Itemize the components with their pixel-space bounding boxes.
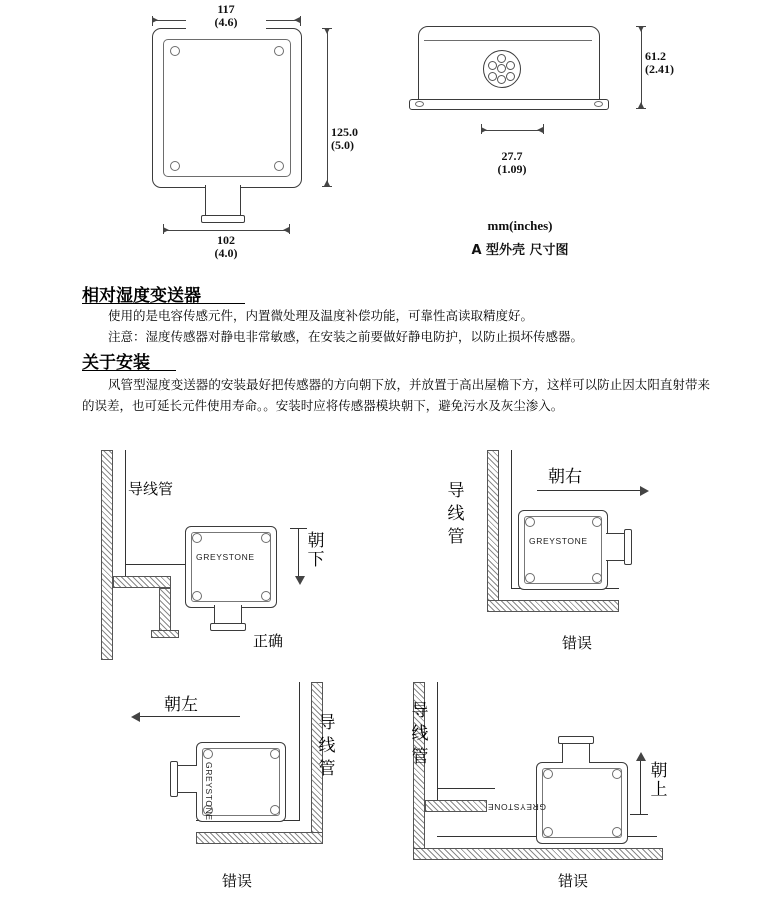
vent-hole-icon	[488, 61, 497, 70]
brand-label: GREYSTONE	[487, 802, 546, 812]
screw-icon	[525, 573, 535, 583]
conduit-horizontal-wall	[413, 848, 663, 860]
vent-hole-icon	[497, 75, 506, 84]
screw-icon	[170, 161, 180, 171]
arrow-icon	[295, 576, 305, 585]
screw-icon	[612, 769, 622, 779]
conduit-label-vertical	[447, 480, 465, 549]
screw-icon	[192, 533, 202, 543]
sensor-enclosure-cover	[191, 532, 271, 602]
conduit-label-char-3: 管	[411, 747, 429, 767]
dimension-line-depth	[481, 130, 543, 131]
mounting-hole-icon	[594, 101, 603, 107]
dim-width-mm: 117	[217, 2, 235, 16]
brand-label: GREYSTONE	[529, 536, 588, 546]
brand-label: GREYSTONE	[204, 762, 214, 821]
conduit-label-char-1: 导	[447, 481, 465, 501]
conduit-label-char-2: 线	[447, 504, 465, 524]
conduit-inner-edge	[437, 682, 438, 800]
conduit-vertical-wall	[487, 450, 499, 612]
enclosure-cover-seam	[424, 31, 592, 41]
screw-icon	[274, 46, 284, 56]
dim-height-mm: 125.0	[331, 125, 358, 139]
conduit-label-char-1: 导	[411, 701, 429, 721]
direction-label-char-1: 朝	[307, 531, 325, 551]
sensor-probe-tip	[558, 736, 594, 744]
sensor-probe	[562, 742, 590, 763]
screw-icon	[525, 517, 535, 527]
screw-icon	[543, 827, 553, 837]
conduit-inner-edge	[299, 682, 300, 820]
direction-label-left: 朝左	[164, 695, 198, 715]
dimension-line-side-height	[641, 26, 642, 108]
vent-hole-icon	[488, 72, 497, 81]
section-rh-paragraph-1: 使用的是电容传感元件，内置微处理及温度补偿功能，可靠性高读取精度好。	[108, 308, 534, 323]
section-heading-rule	[82, 303, 245, 304]
dimension-tick	[300, 16, 301, 26]
conduit-horizontal-wall	[487, 600, 619, 612]
dim-bottom-in: (4.0)	[214, 246, 238, 260]
screw-icon	[592, 517, 602, 527]
section-install-paragraph: 风管型湿度变送器的安装最好把传感器的方向朝下放，并放置于高出屋檐下方，这样可以防止因太阳直射带来的误差，也可延长元件使用寿命。。安装时应将传感器模块朝下，避免污水及灰尘渗入。	[82, 377, 710, 413]
verdict-correct: 正确	[253, 632, 284, 650]
dimension-line-height	[327, 28, 328, 186]
direction-label-char-2: 下	[307, 550, 325, 570]
dimension-tick	[322, 186, 332, 187]
vent-hole-icon	[497, 64, 506, 73]
screw-icon	[261, 533, 271, 543]
conduit-inner-edge	[125, 564, 185, 565]
direction-label-char-2: 上	[650, 780, 668, 800]
direction-arrow-line	[640, 760, 641, 814]
arrow-icon	[640, 486, 649, 496]
conduit-horizontal-wall	[196, 832, 323, 844]
conduit-label-char-1: 导	[318, 713, 336, 733]
dimension-tick	[322, 28, 332, 29]
direction-label-char-1: 朝	[650, 761, 668, 781]
conduit-label-char-2: 线	[318, 736, 336, 756]
verdict-wrong: 错误	[562, 634, 593, 652]
direction-arrow-line	[140, 716, 240, 717]
direction-arrow-cap	[290, 528, 307, 529]
conduit-elbow-wall	[113, 576, 171, 588]
conduit-inner-edge	[125, 450, 126, 576]
verdict-wrong: 错误	[222, 872, 253, 890]
direction-label-right: 朝右	[548, 467, 582, 487]
dimension-tick	[543, 124, 544, 134]
conduit-elbow-wall	[425, 800, 487, 812]
conduit-label-vertical	[318, 712, 336, 781]
enclosure-mounting-base	[409, 99, 609, 110]
screw-icon	[270, 805, 280, 815]
conduit-stub	[205, 185, 241, 218]
direction-arrow-line	[537, 490, 643, 491]
conduit-lip	[201, 215, 245, 223]
conduit-label: 导线管	[128, 480, 174, 498]
conduit-inner-edge	[437, 788, 495, 789]
verdict-wrong: 错误	[558, 872, 589, 890]
dimension-tick	[481, 124, 482, 134]
screw-icon	[261, 591, 271, 601]
arrow-icon	[131, 712, 140, 722]
vent-hole-icon	[497, 54, 506, 63]
dimension-line-bottom	[163, 230, 289, 231]
vent-hole-icon	[506, 61, 515, 70]
screw-icon	[274, 161, 284, 171]
screw-icon	[592, 573, 602, 583]
arrow-icon	[636, 752, 646, 761]
dim-depth-mm: 27.7	[501, 149, 523, 163]
mounting-hole-icon	[415, 101, 424, 107]
conduit-vertical-wall	[101, 450, 113, 660]
sensor-probe	[176, 765, 197, 793]
brand-label: GREYSTONE	[196, 552, 255, 562]
screw-icon	[170, 46, 180, 56]
dim-bottom-mm: 102	[217, 233, 235, 247]
conduit-label-char-3: 管	[447, 527, 465, 547]
dim-height-in: (5.0)	[331, 138, 354, 152]
sensor-probe-tip	[170, 761, 178, 797]
caption-units: mm(inches)	[487, 218, 553, 233]
direction-arrow-cap	[630, 814, 648, 815]
dim-width-in: (4.6)	[186, 16, 266, 29]
sensor-probe-tip	[624, 529, 632, 565]
dimension-tick	[636, 108, 646, 109]
screw-icon	[203, 749, 213, 759]
dimension-tick	[152, 16, 153, 26]
conduit-drop-wall	[159, 588, 171, 636]
screw-icon	[192, 591, 202, 601]
sensor-probe-tip	[210, 623, 246, 631]
vent-hole-icon	[506, 72, 515, 81]
direction-label-up	[650, 762, 668, 800]
sensor-vent-icon	[483, 50, 521, 88]
conduit-end-lip	[151, 630, 179, 638]
direction-label-down	[307, 532, 325, 570]
dimension-drawings	[0, 0, 781, 272]
enclosure-cover-outline	[163, 39, 291, 177]
screw-icon	[612, 827, 622, 837]
screw-icon	[543, 769, 553, 779]
dim-side-height-in: (2.41)	[645, 62, 674, 76]
direction-arrow-line	[298, 528, 299, 580]
section-heading-rule-2	[82, 370, 176, 371]
section-rh-paragraph-2: 注意：湿度传感器对静电非常敏感，在安装之前要做好静电防护，以防止损坏传感器。	[108, 329, 584, 344]
dimension-tick	[163, 224, 164, 234]
dimension-tick	[636, 26, 646, 27]
screw-icon	[270, 749, 280, 759]
section-heading-rh: 相对湿度变送器	[82, 286, 201, 306]
sensor-enclosure-cover	[524, 516, 602, 584]
conduit-label-vertical	[411, 700, 429, 769]
caption-title: A 型外壳 尺寸图	[471, 243, 569, 258]
dim-side-height-mm: 61.2	[645, 49, 666, 63]
section-heading-install: 关于安装	[82, 353, 150, 373]
dim-depth-in: (1.09)	[497, 162, 527, 176]
conduit-inner-edge	[511, 450, 512, 588]
dimension-tick	[289, 224, 290, 234]
sensor-enclosure-cover	[542, 768, 622, 838]
conduit-label-char-3: 管	[318, 759, 336, 779]
conduit-label-char-2: 线	[411, 724, 429, 744]
